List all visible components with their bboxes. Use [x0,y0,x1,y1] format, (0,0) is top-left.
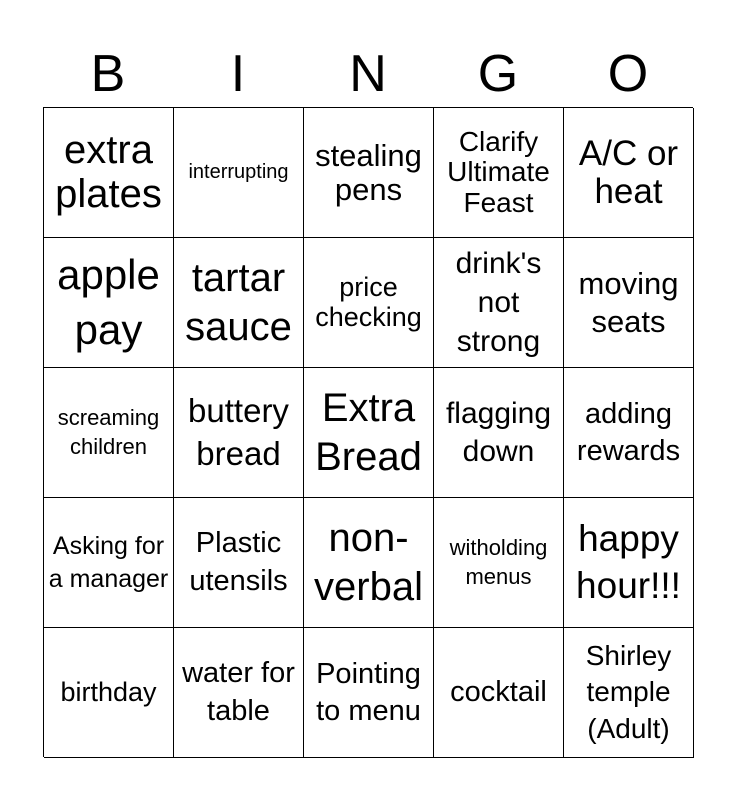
header-letter-b: B [90,45,126,103]
header-letter-g: G [477,45,519,103]
bingo-cell[interactable]: Extra Bread [304,368,434,498]
bingo-cell[interactable]: moving seats [564,238,694,368]
bingo-cell[interactable]: price checking [304,238,434,368]
bingo-cell[interactable]: extra plates [44,108,174,238]
bingo-cell[interactable]: Asking for a manager [44,498,174,628]
bingo-cell[interactable]: screaming children [44,368,174,498]
bingo-cell[interactable]: Shirley temple (Adult) [564,628,694,758]
bingo-header [43,40,693,108]
bingo-cell[interactable]: adding rewards [564,368,694,498]
bingo-cell[interactable]: A/C or heat [564,108,694,238]
bingo-cell[interactable]: buttery bread [174,368,304,498]
bingo-cell[interactable]: stealing pens [304,108,434,238]
bingo-board [43,107,693,757]
bingo-cell[interactable]: witholding menus [434,498,564,628]
bingo-cell[interactable]: flagging down [434,368,564,498]
bingo-cell[interactable]: drink's not strong [434,238,564,368]
header-letter-i: I [230,45,246,103]
bingo-cell[interactable]: happy hour!!! [564,498,694,628]
bingo-cell[interactable]: birthday [44,628,174,758]
bingo-cell[interactable]: tartar sauce [174,238,304,368]
bingo-cell[interactable]: Plastic utensils [174,498,304,628]
header-letter-o: O [607,45,649,103]
bingo-cell[interactable]: interrupting [174,108,304,238]
bingo-cell[interactable]: Clarify Ultimate Feast [434,108,564,238]
bingo-cell[interactable]: Pointing to menu [304,628,434,758]
header-letter-n: N [349,45,387,103]
bingo-cell[interactable]: water for table [174,628,304,758]
bingo-cell[interactable]: apple pay [44,238,174,368]
bingo-cell[interactable]: cocktail [434,628,564,758]
bingo-cell[interactable]: non-verbal [304,498,434,628]
